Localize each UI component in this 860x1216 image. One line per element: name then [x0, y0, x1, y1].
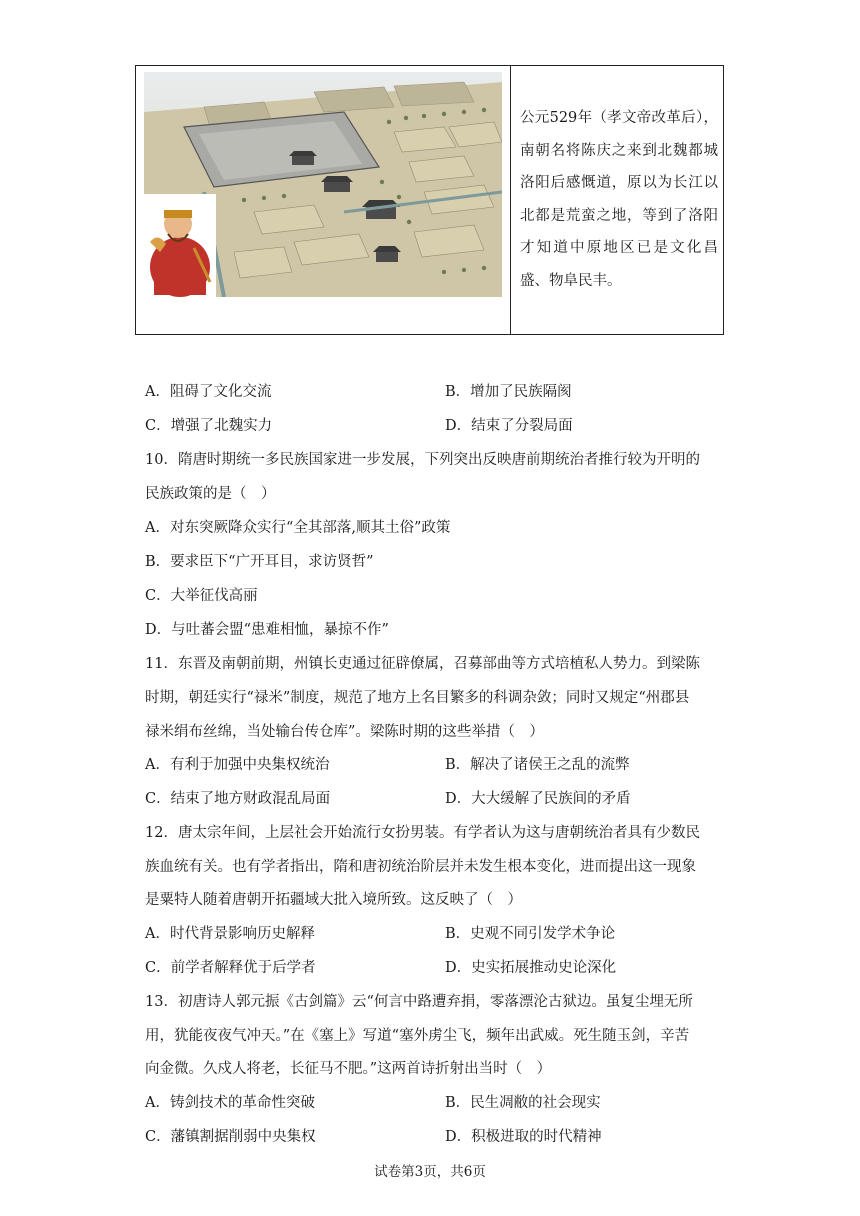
- q11-option-d: D．大大缓解了民族间的矛盾: [445, 791, 631, 807]
- q12-stem-line-3: 是粟特人随着唐朝开拓疆域大批入境所致。这反映了（ ）: [145, 892, 522, 908]
- city-aerial-image: [144, 72, 502, 297]
- q10-option-d: D．与吐蕃会盟“患难相恤，暴掠不作”: [145, 622, 389, 638]
- q9-option-d: D．结束了分裂局面: [445, 418, 573, 434]
- q11-stem-line-2: 时期，朝廷实行“禄米”制度，规范了地方上名目繁多的科调杂敛；同时又规定“州郡县: [145, 690, 690, 706]
- figure-table: [135, 65, 724, 335]
- q10-stem-line-2: 民族政策的是（ ）: [145, 486, 276, 502]
- q11-option-a: A．有利于加强中央集权统治: [145, 757, 330, 773]
- q10-option-a: A．对东突厥降众实行“全其部落,顺其土俗”政策: [145, 520, 451, 536]
- page-footer: 试卷第3页，共6页: [374, 1164, 486, 1180]
- q13-option-d: D．积极进取的时代精神: [445, 1129, 602, 1145]
- q10-option-c: C．大举征伐高丽: [145, 588, 258, 604]
- q12-option-b: B．史观不同引发学术争论: [445, 926, 616, 942]
- table-divider: [510, 66, 511, 334]
- q10-option-b: B．要求臣下“广开耳目，求访贤哲”: [145, 554, 374, 570]
- q13-stem-line-1: 13．初唐诗人郭元振《古剑篇》云“何言中路遭弃捐，零落漂沦古狱边。虽复尘埋无所: [145, 994, 693, 1010]
- q12-stem-line-2: 族血统有关。也有学者指出，隋和唐初统治阶层并未发生根本变化，进而提出这一现象: [145, 859, 696, 875]
- q12-option-d: D．史实拓展推动史论深化: [445, 960, 617, 976]
- q9-option-a: A．阻碍了文化交流: [145, 384, 272, 400]
- q12-option-a: A．时代背景影响历史解释: [145, 926, 315, 942]
- general-portrait-icon: [144, 194, 216, 297]
- q11-option-c: C．结束了地方财政混乱局面: [145, 791, 331, 807]
- q10-stem-line-1: 10．隋唐时期统一多民族国家进一步发展，下列突出反映唐前期统治者推行较为开明的: [145, 452, 700, 468]
- q11-option-b: B．解决了诸侯王之乱的流弊: [445, 757, 630, 773]
- figure-caption: 公元529年（孝文帝改革后），南朝名将陈庆之来到北魏都城洛阳后感慨道，原以为长江以北都是荒蛮之地，等到了洛阳才知道中原地区已是文化昌盛、物阜民丰。: [520, 110, 718, 289]
- q12-option-c: C．前学者解释优于后学者: [145, 960, 316, 976]
- q13-option-b: B．民生凋敝的社会现实: [445, 1095, 601, 1111]
- q11-stem-line-1: 11．东晋及南朝前期，州镇长吏通过征辟僚属，召募部曲等方式培植私人势力。到梁陈: [145, 656, 700, 672]
- q13-option-c: C．藩镇割据削弱中央集权: [145, 1129, 316, 1145]
- q11-stem-line-3: 禄米绢布丝绵，当处输台传仓库”。梁陈时期的这些举措（ ）: [145, 724, 544, 740]
- q12-stem-line-1: 12．唐太宗年间，上层社会开始流行女扮男装。有学者认为这与唐朝统治者具有少数民: [145, 825, 700, 841]
- q9-option-c: C．增强了北魏实力: [145, 418, 273, 434]
- luoyang-city-illustration: [144, 72, 502, 297]
- q13-stem-line-2: 用，犹能夜夜气冲天。”在《塞上》写道“塞外虏尘飞，频年出武威。死生随玉剑，辛苦: [145, 1028, 690, 1044]
- q13-stem-line-3: 向金微。久戍人将老，长征马不肥。”这两首诗折射出当时（ ）: [145, 1061, 552, 1077]
- q13-option-a: A．铸剑技术的革命性突破: [145, 1095, 315, 1111]
- q9-option-b: B．增加了民族隔阂: [445, 384, 572, 400]
